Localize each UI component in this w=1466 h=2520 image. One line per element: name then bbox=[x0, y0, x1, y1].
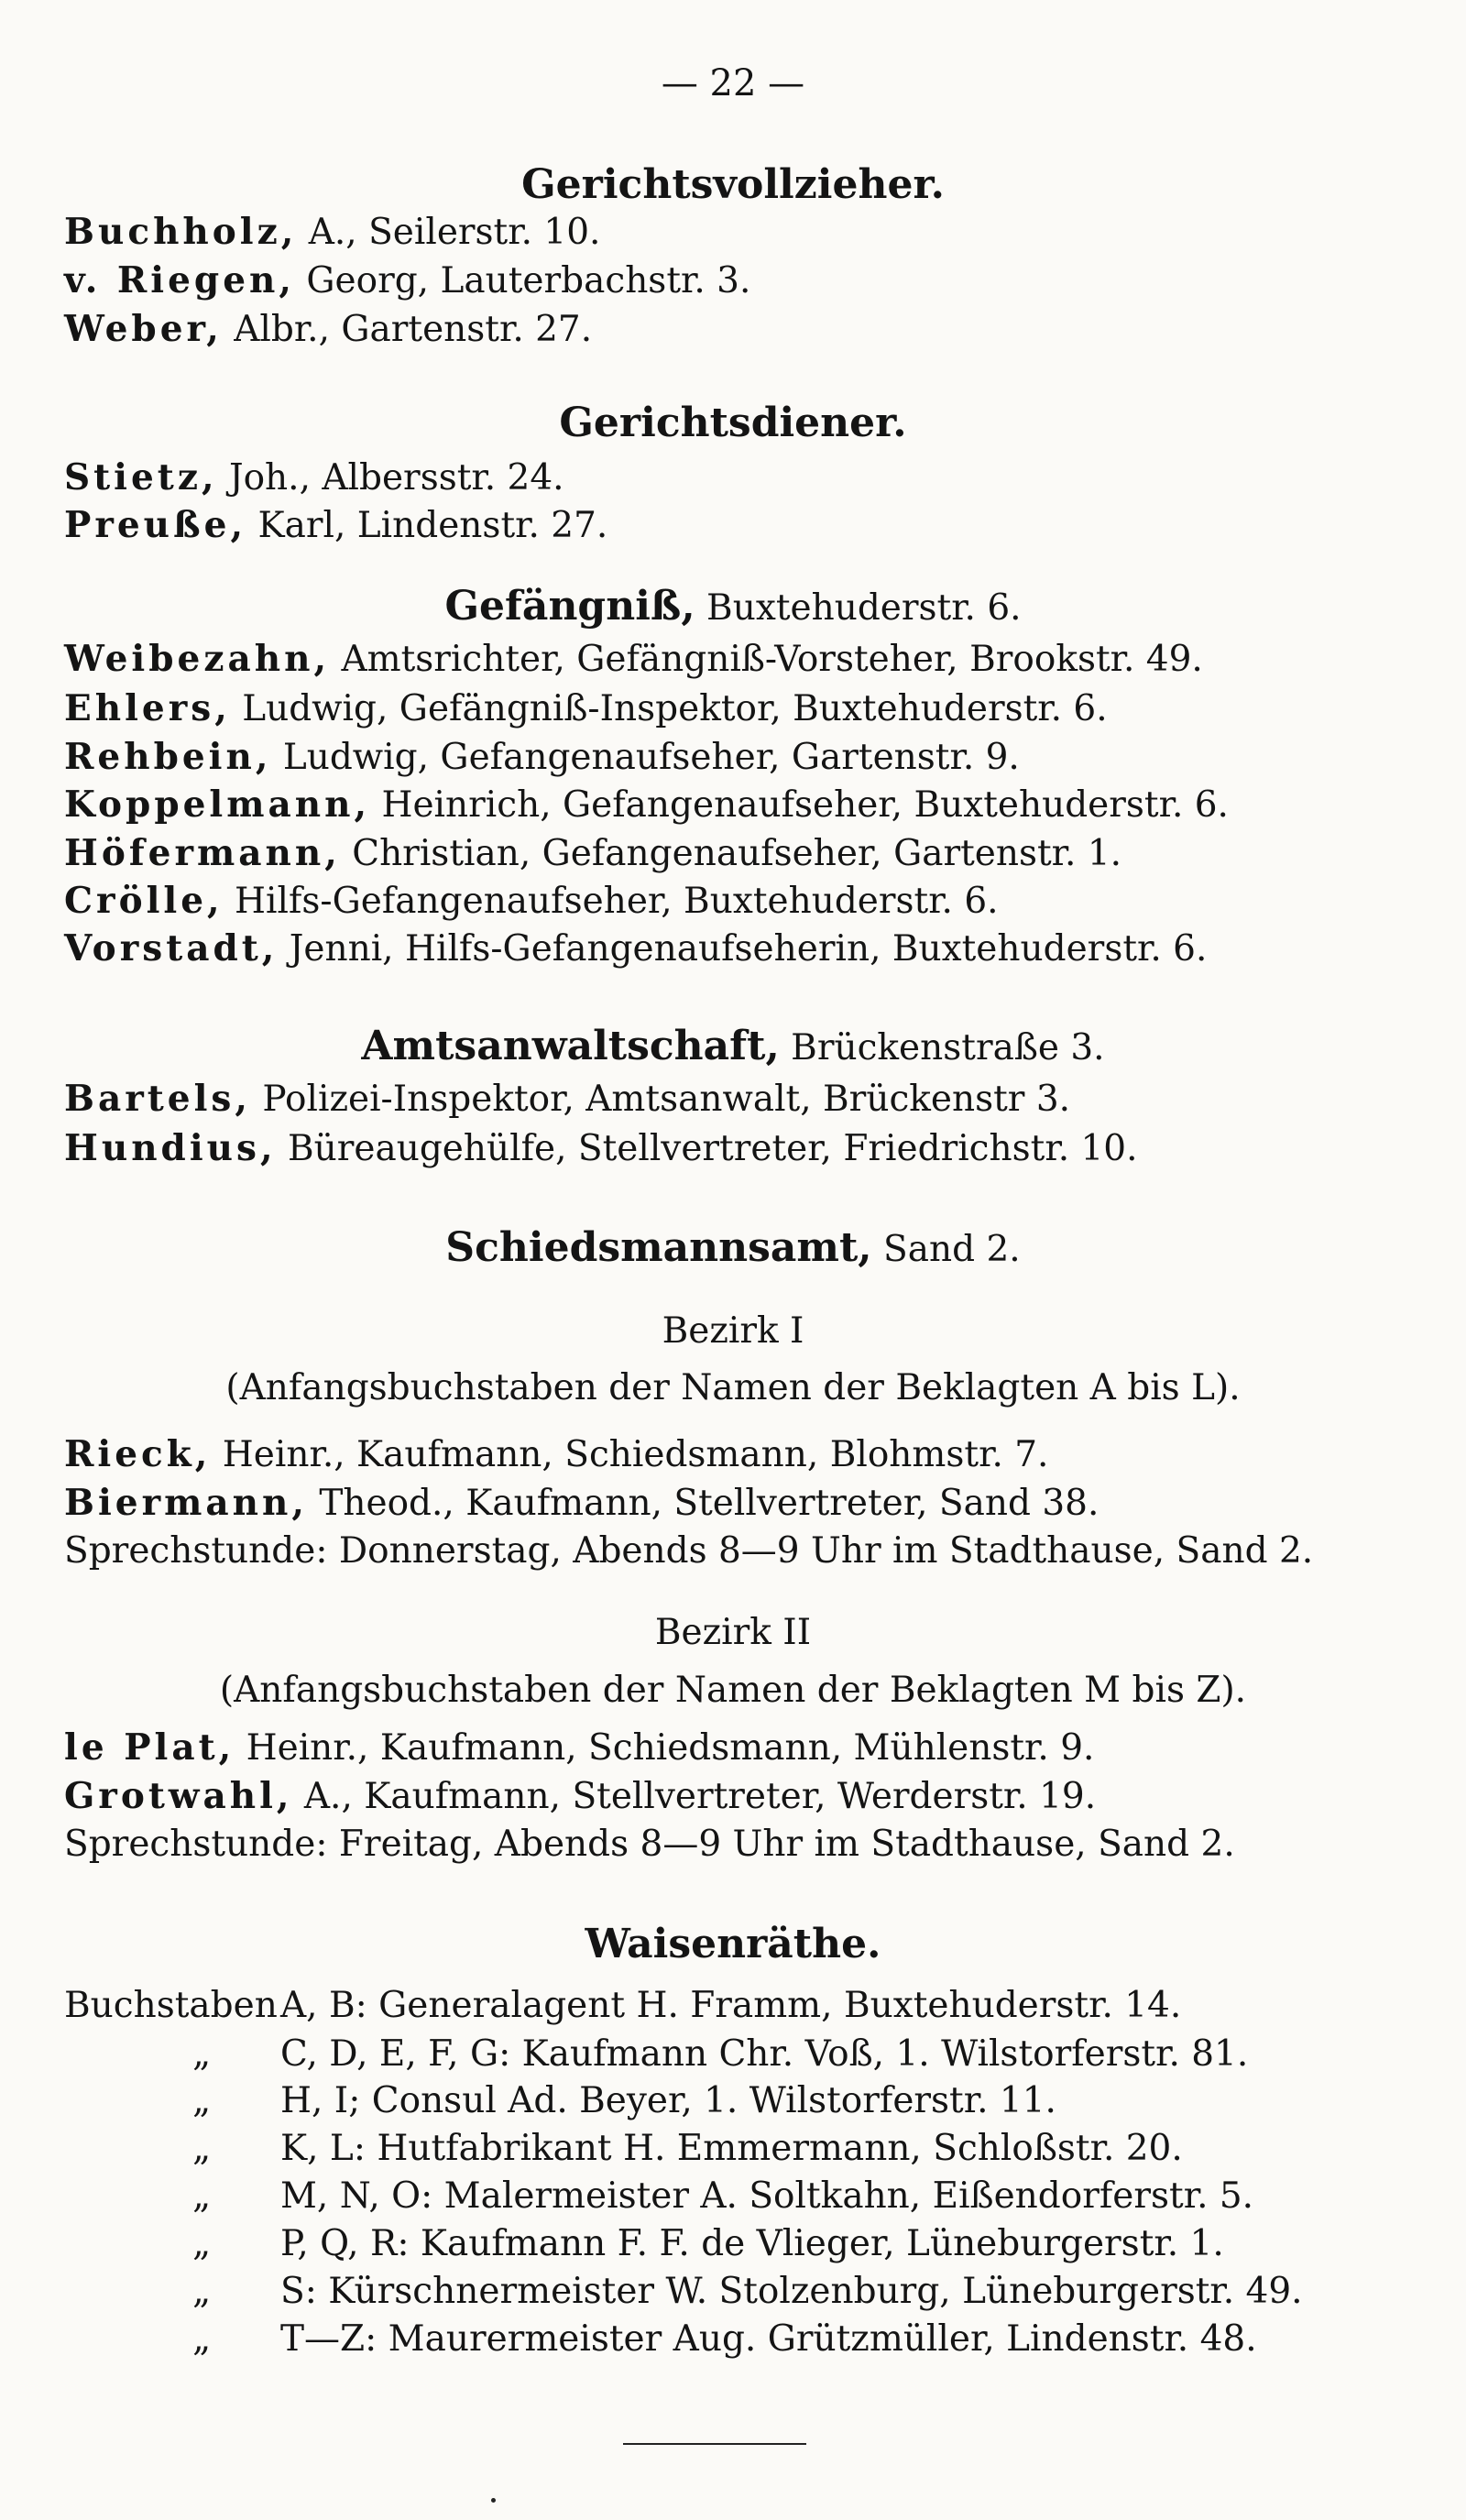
list-item bbox=[64, 2221, 1420, 2267]
printing-speck bbox=[491, 2498, 496, 2503]
heading-schiedsmannsamt bbox=[0, 1222, 1466, 1276]
section-divider bbox=[623, 2443, 806, 2445]
entry-details: Ludwig, Gefangenaufseher, Gartenstr. 9. bbox=[271, 737, 1020, 778]
bezirk-2-title: Bezirk II bbox=[654, 1612, 812, 1653]
section-title: Amtsanwaltschaft, bbox=[361, 1023, 780, 1069]
entry-line bbox=[64, 1773, 1096, 1820]
page-number: — 22 — bbox=[661, 62, 805, 104]
section-address: Sand 2. bbox=[871, 1229, 1021, 1270]
entry-line bbox=[64, 1076, 1070, 1123]
entry-details: A., Kaufmann, Stellvertreter, Werderstr. 19. bbox=[292, 1776, 1097, 1817]
row-text: T—Z: Maurermeister Aug. Grützmüller, Lindenstr. 48. bbox=[280, 2318, 1257, 2360]
entry-details: Polizei-Inspektor, Amtsanwalt, Brückenstr 3. bbox=[250, 1079, 1071, 1120]
bezirk-1-subtitle: (Anfangsbuchstaben der Namen der Beklagten A bis L). bbox=[225, 1367, 1241, 1408]
ditto-mark: „ bbox=[192, 2223, 212, 2264]
entry-name: Rieck, bbox=[64, 1433, 212, 1475]
bezirk-2-subtitle: (Anfangsbuchstaben der Namen der Beklagten M bis Z). bbox=[219, 1670, 1247, 1711]
entry-details: Georg, Lauterbachstr. 3. bbox=[294, 260, 751, 301]
bezirk-1-title: Bezirk I bbox=[662, 1310, 804, 1352]
heading-waisenraethe: Waisenräthe. bbox=[585, 1921, 881, 1967]
list-item bbox=[64, 2078, 1420, 2124]
entry-line bbox=[64, 502, 607, 549]
entry-name: Höfermann, bbox=[64, 832, 341, 874]
entry-name: Weber, bbox=[64, 308, 223, 350]
entry-line bbox=[64, 257, 750, 304]
entry-details: Heinr., Kaufmann, Schiedsmann, Mühlenstr. 9. bbox=[235, 1727, 1095, 1769]
row-text: A, B: Generalagent H. Framm, Buxtehuderstr. 14. bbox=[280, 1985, 1182, 2026]
entry-details: Büreaugehülfe, Stellvertreter, Friedrichstr. 10. bbox=[276, 1128, 1138, 1169]
entry-details: Karl, Lindenstr. 27. bbox=[246, 505, 608, 546]
ditto-mark: „ bbox=[192, 2271, 212, 2312]
entry-name: Weibezahn, bbox=[64, 638, 331, 680]
row-text: M, N, O: Malermeister A. Soltkahn, Eißendorferstr. 5. bbox=[280, 2175, 1254, 2217]
entry-name: v. Riegen, bbox=[64, 259, 295, 301]
list-item bbox=[64, 2032, 1420, 2077]
entry-name: Buchholz, bbox=[64, 211, 298, 253]
entry-line bbox=[64, 926, 1207, 972]
list-item bbox=[64, 2269, 1420, 2315]
entry-details: Christian, Gefangenaufseher, Gartenstr. 1. bbox=[340, 833, 1122, 874]
list-item bbox=[64, 2126, 1420, 2172]
entry-details: Hilfs-Gefangenaufseher, Buxtehuderstr. 6. bbox=[223, 881, 999, 922]
office-hours-2: Sprechstunde: Freitag, Abends 8—9 Uhr im Stadthause, Sand 2. bbox=[64, 1824, 1235, 1865]
entry-name: le Plat, bbox=[64, 1726, 235, 1769]
row-text: H, I; Consul Ad. Beyer, 1. Wilstorferstr. 11. bbox=[280, 2080, 1056, 2121]
heading-gerichtsvollzieher: Gerichtsvollzieher. bbox=[521, 161, 945, 208]
row-label: Buchstaben bbox=[64, 1985, 278, 2026]
entry-details: A., Seilerstr. 10. bbox=[297, 212, 601, 253]
heading-gerichtsdiener: Gerichtsdiener. bbox=[559, 400, 907, 446]
entry-name: Stietz, bbox=[64, 456, 218, 499]
ditto-mark: „ bbox=[192, 2033, 212, 2075]
entry-line bbox=[64, 1125, 1138, 1172]
office-hours-1: Sprechstunde: Donnerstag, Abends 8—9 Uhr im Stadthause, Sand 2. bbox=[64, 1530, 1314, 1572]
row-text: K, L: Hutfabrikant H. Emmermann, Schloßstr. 20. bbox=[280, 2128, 1183, 2169]
section-address: Brückenstraße 3. bbox=[779, 1027, 1105, 1068]
entry-name: Vorstadt, bbox=[64, 927, 279, 970]
entry-name: Preuße, bbox=[64, 504, 247, 546]
entry-line bbox=[64, 685, 1108, 732]
entry-name: Biermann, bbox=[64, 1482, 308, 1524]
row-text: C, D, E, F, G: Kaufmann Chr. Voß, 1. Wilstorferstr. 81. bbox=[280, 2033, 1249, 2075]
entry-line bbox=[64, 209, 600, 256]
section-title: Gefängniß, bbox=[444, 583, 695, 630]
entry-line bbox=[64, 878, 999, 925]
entry-name: Bartels, bbox=[64, 1078, 251, 1120]
list-item bbox=[64, 1983, 1420, 2029]
list-item bbox=[64, 2317, 1420, 2362]
entry-name: Hundius, bbox=[64, 1127, 277, 1169]
entry-details: Heinr., Kaufmann, Schiedsmann, Blohmstr. 7. bbox=[211, 1434, 1049, 1475]
entry-line bbox=[64, 636, 1203, 683]
list-item bbox=[64, 2174, 1420, 2219]
entry-details: Joh., Albersstr. 24. bbox=[217, 457, 564, 499]
ditto-mark: „ bbox=[192, 2175, 212, 2217]
row-text: S: Kürschnermeister W. Stolzenburg, Lüneburgerstr. 49. bbox=[280, 2271, 1303, 2312]
entry-name: Rehbein, bbox=[64, 736, 272, 778]
heading-gefaengniss bbox=[0, 581, 1466, 634]
entry-line bbox=[64, 455, 564, 501]
section-address: Buxtehuderstr. 6. bbox=[695, 587, 1022, 629]
heading-amtsanwaltschaft bbox=[0, 1021, 1466, 1074]
entry-details: Albr., Gartenstr. 27. bbox=[222, 309, 593, 350]
entry-line bbox=[64, 1480, 1099, 1527]
entry-line bbox=[64, 782, 1229, 828]
entry-line bbox=[64, 1725, 1094, 1771]
entry-details: Jenni, Hilfs-Gefangenaufseherin, Buxtehuderstr. 6. bbox=[278, 928, 1208, 970]
entry-name: Grotwahl, bbox=[64, 1775, 293, 1817]
ditto-mark: „ bbox=[192, 2318, 212, 2360]
entry-line bbox=[64, 830, 1121, 877]
ditto-mark: „ bbox=[192, 2080, 212, 2121]
entry-details: Ludwig, Gefängniß-Inspektor, Buxtehuderstr. 6. bbox=[230, 688, 1108, 729]
entry-line bbox=[64, 1431, 1048, 1478]
row-text: P, Q, R: Kaufmann F. F. de Vlieger, Lüneburgerstr. 1. bbox=[280, 2223, 1224, 2264]
ditto-mark: „ bbox=[192, 2128, 212, 2169]
entry-line bbox=[64, 734, 1020, 781]
entry-name: Koppelmann, bbox=[64, 783, 371, 826]
entry-name: Crölle, bbox=[64, 880, 224, 922]
section-title: Schiedsmannsamt, bbox=[445, 1224, 872, 1271]
entry-details: Heinrich, Gefangenaufseher, Buxtehuderstr. 6. bbox=[370, 784, 1229, 826]
entry-details: Theod., Kaufmann, Stellvertreter, Sand 38. bbox=[307, 1483, 1100, 1524]
entry-name: Ehlers, bbox=[64, 687, 231, 729]
entry-details: Amtsrichter, Gefängniß-Vorsteher, Brookstr. 49. bbox=[330, 639, 1203, 680]
entry-line bbox=[64, 306, 592, 353]
